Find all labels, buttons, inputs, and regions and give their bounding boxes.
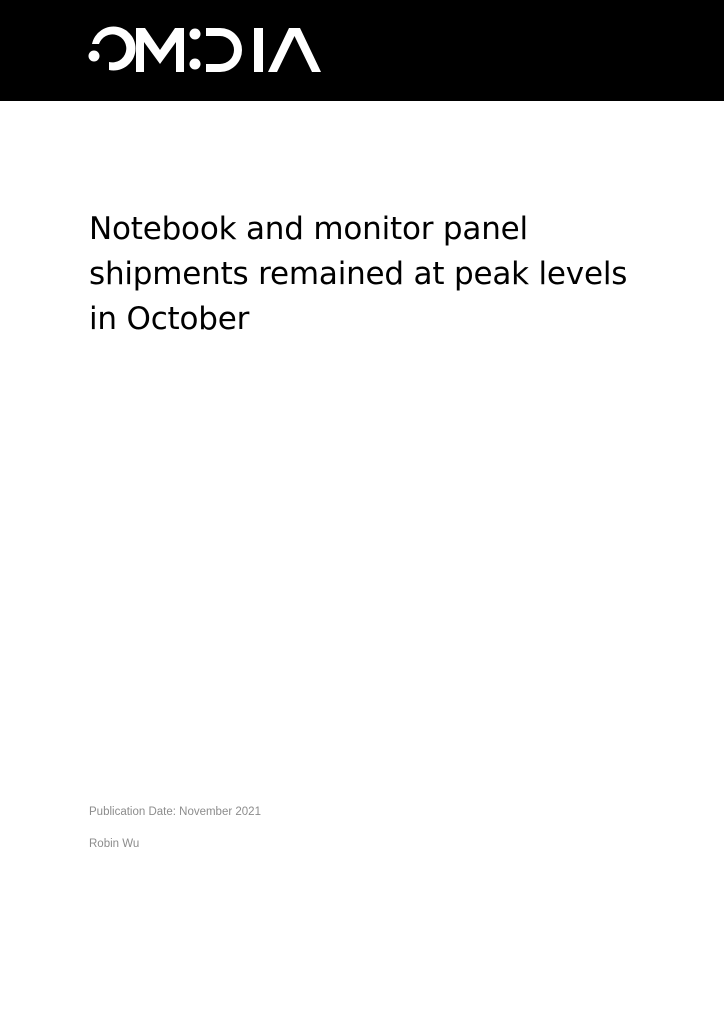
publication-date: Publication Date: November 2021: [89, 806, 261, 818]
title-line-1: Notebook and monitor panel: [89, 211, 528, 247]
omdia-logo-icon: [88, 24, 324, 74]
title-line-3: in October: [89, 301, 250, 337]
report-title: [89, 207, 689, 342]
title-line-2: shipments remained at peak levels: [89, 256, 628, 292]
omdia-logo: [88, 24, 324, 74]
author-name: Robin Wu: [89, 838, 140, 850]
header-band: [0, 0, 724, 101]
